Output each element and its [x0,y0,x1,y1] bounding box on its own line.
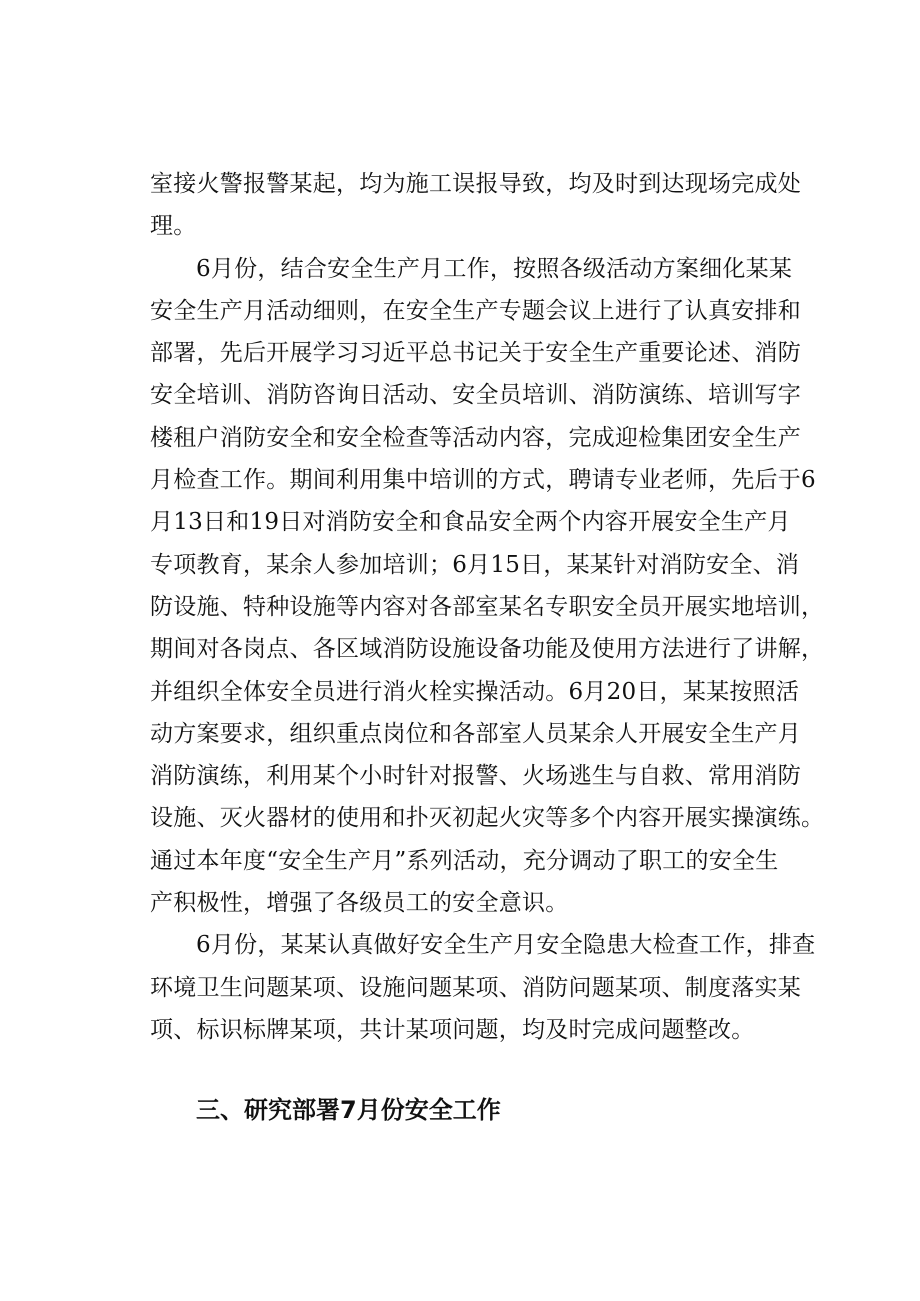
paragraph-2-line-12: 动方案要求，组织重点岗位和各部室人员某余人开展安全生产月 [150,720,801,747]
document-body [150,163,825,1051]
paragraph-1-line-1: 室接火警报警某起，均为施工误报导致，均及时到达现场完成处 [150,171,801,197]
paragraph-2-line-11: 并组织全体安全员进行消火栓实操活动。6月20日，某某按照活 [150,678,800,705]
paragraph-2-line-2: 安全生产月活动细则，在安全生产专题会议上进行了认真安排和 [150,297,801,324]
paragraph-3-line-3: 项、标识标牌某项，共计某项问题，均及时完成问题整改。 [150,1016,755,1043]
paragraph-2-line-10: 期间对各岗点、各区域消防设施设备功能及使用方法进行了讲解， [150,636,825,663]
paragraph-2-line-16: 产积极性，增强了各级员工的安全意识。 [150,890,569,917]
paragraph-2-line-13: 消防演练，利用某个小时针对报警、火场逃生与自救、常用消防 [150,763,801,790]
paragraph-3-line-2: 环境卫生问题某项、设施问题某项、消防问题某项、制度落实某 [150,974,801,1001]
paragraph-2-line-7: 月13日和19日对消防安全和食品安全两个内容开展安全生产月 [150,509,791,536]
paragraph-2-line-8: 专项教育，某余人参加培训；6月15日，某某针对消防安全、消 [150,551,800,578]
paragraph-2-line-9: 防设施、特种设施等内容对各部室某名专职安全员开展实地培训， [150,593,825,620]
paragraph-2-line-14: 设施、灭火器材的使用和扑灭初起火灾等多个内容开展实操演练。 [150,805,825,832]
paragraph-3-line-1: 6月份，某某认真做好安全生产月安全隐患大检查工作，排查 [196,932,816,959]
paragraph-2-line-4: 安全培训、消防咨询日活动、安全员培训、消防演练、培训写字 [150,382,801,409]
paragraph-2-line-3: 部署，先后开展学习习近平总书记关于安全生产重要论述、消防 [150,340,801,367]
paragraph-1-line-2: 理。 [150,213,197,240]
paragraph-2-line-5: 楼租户消防安全和安全检查等活动内容，完成迎检集团安全生产 [150,424,801,451]
paragraph-2-line-6: 月检查工作。期间利用集中培训的方式，聘请专业老师，先后于6 [150,467,816,494]
section-heading: 三、研究部署7月份安全工作 [196,1096,501,1124]
paragraph-2-line-1: 6月份，结合安全生产月工作，按照各级活动方案细化某某 [196,255,793,282]
paragraph-2-line-15: 通过本年度“安全生产月”系列活动，充分调动了职工的安全生 [150,847,779,874]
